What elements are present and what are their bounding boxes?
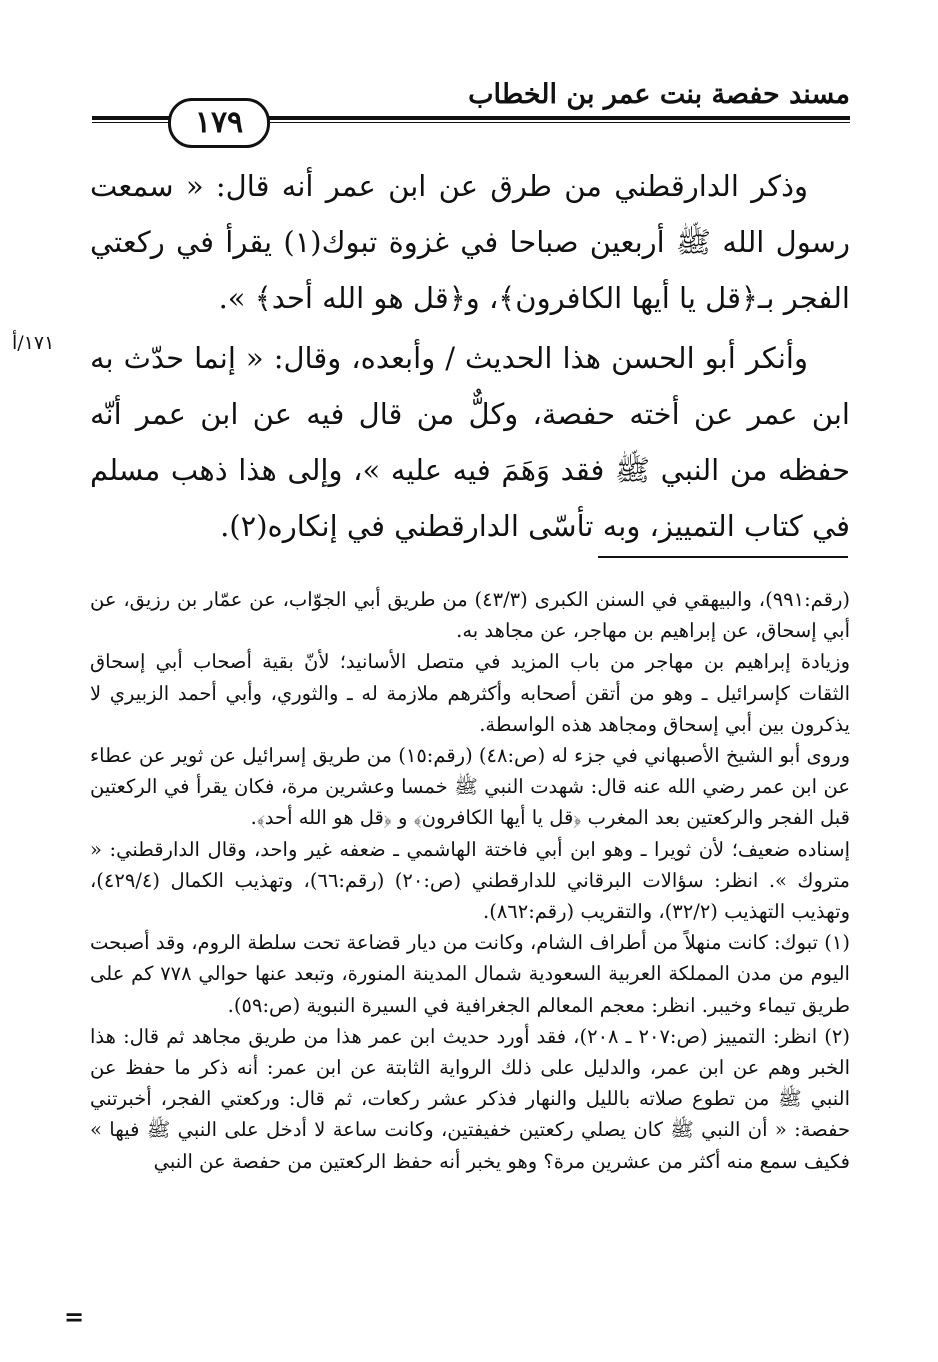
footnote-continuation: وزيادة إبراهيم بن مهاجر من باب المزيد في متصل الأسانيد؛ لأنّ بقية أصحاب أبي إسحاق الثقات كإسرائيل ـ وهو من أتقن أصحابه وأكثرهم ملازمة له ـ والثوري، وأبي أحمد الزبيري لا يذكرون بين أبي إسحاق ومجاهد هذه الواسطة. — [90, 650, 850, 736]
page-number: ١٧٩ — [168, 98, 270, 148]
main-paragraph: وذكر الدارقطني من طرق عن ابن عمر أنه قال: « سمعت رسول الله ﷺ أربعين صباحا في غزوة تبوك(١) يقرأ في ركعتي الفجر بـ﴿قل يا أيها الكافرون﴾، و﴿قل هو الله أحد﴾ ». — [90, 169, 850, 315]
footnote-continuation: وروى أبو الشيخ الأصبهاني في جزء له (ص:٤٨) (رقم:١٥) من طريق إسرائيل عن ثوير عن عطاء عن ابن عمر رضي الله عنه قال: شهدت النبي ﷺ خمسا وعشرين مرة، فكان يقرأ في الركعتين قبل الفجر والركعتين بعد المغرب ﴿قل يا أيها الكافرون﴾ و ﴿قل هو الله أحد﴾. — [90, 744, 851, 830]
main-text — [90, 158, 850, 554]
footnote-separator — [598, 556, 848, 558]
footnote-continuation: (رقم:٩٩١)، والبيهقي في السنن الكبرى (٤٣/٣) من طريق أبي الجوّاب، عن عمّار بن رزيق، عن أبي إسحاق، عن إبراهيم بن مهاجر، عن مجاهد به. — [90, 588, 851, 643]
footnote-1: (١) تبوك: كانت منهلاً من أطراف الشام، وكانت من ديار قضاعة تحت سلطة الروم، وقد أصبحت اليوم من مدن المملكة العربية السعودية شمال المدينة المنورة، وتبعد عنها حوالي ٧٧٨ كم على طريق تيماء وخيبر. انظر: معجم المعالم الجغرافية في السيرة النبوية (ص:٥٩). — [90, 931, 850, 1017]
running-header-title: مسند حفصة بنت عمر بن الخطاب — [468, 79, 850, 110]
footnote-continuation: إسناده ضعيف؛ لأن ثويرا ـ وهو ابن أبي فاختة الهاشمي ـ ضعفه غير واحد، وقال الدارقطني: « متروك ». انظر: سؤالات البرقاني للدارقطني (ص:٢٠) (رقم:٦٦)، وتهذيب الكمال (٤٢٩/٤)، وتهذيب التهذيب (٣٢/٢)، والتقريب (رقم:٨٦٢). — [90, 837, 851, 924]
continuation-mark: = — [64, 1302, 85, 1331]
footnotes — [90, 584, 850, 1177]
manuscript-folio-ref: ١٧١/أ — [12, 332, 55, 354]
main-paragraph: وأنكر أبو الحسن هذا الحديث / وأبعده، وقال: « إنما حدّث به ابن عمر عن أخته حفصة، وكلٌّ من قال فيه عن ابن عمر أنّه حفظه من النبي ﷺ فقد وَهَمَ فيه عليه »، وإلى هذا ذهب مسلم في كتاب التمييز، وبه تأسّى الدارقطني في إنكاره(٢). — [90, 341, 850, 543]
footnote-2: (٢) انظر: التمييز (ص:٢٠٧ ـ ٢٠٨)، فقد أورد حديث ابن عمر هذا من طريق مجاهد ثم قال: هذا الخبر وهم عن ابن عمر، والدليل على ذلك الرواية الثابتة عن ابن عمر: أنه ذكر ما حفظ عن النبي ﷺ من تطوع صلاته بالليل والنهار فذكر عشر ركعات، ثم قال: وركعتي الفجر، أخبرتني حفصة: « أن النبي ﷺ كان يصلي ركعتين خفيفتين، وكانت ساعة لا أدخل على النبي ﷺ فيها » فكيف سمع منه أكثر من عشرين مرة؟ وهو يخبر أنه حفظ الركعتين من حفصة عن النبي — [90, 1024, 850, 1173]
